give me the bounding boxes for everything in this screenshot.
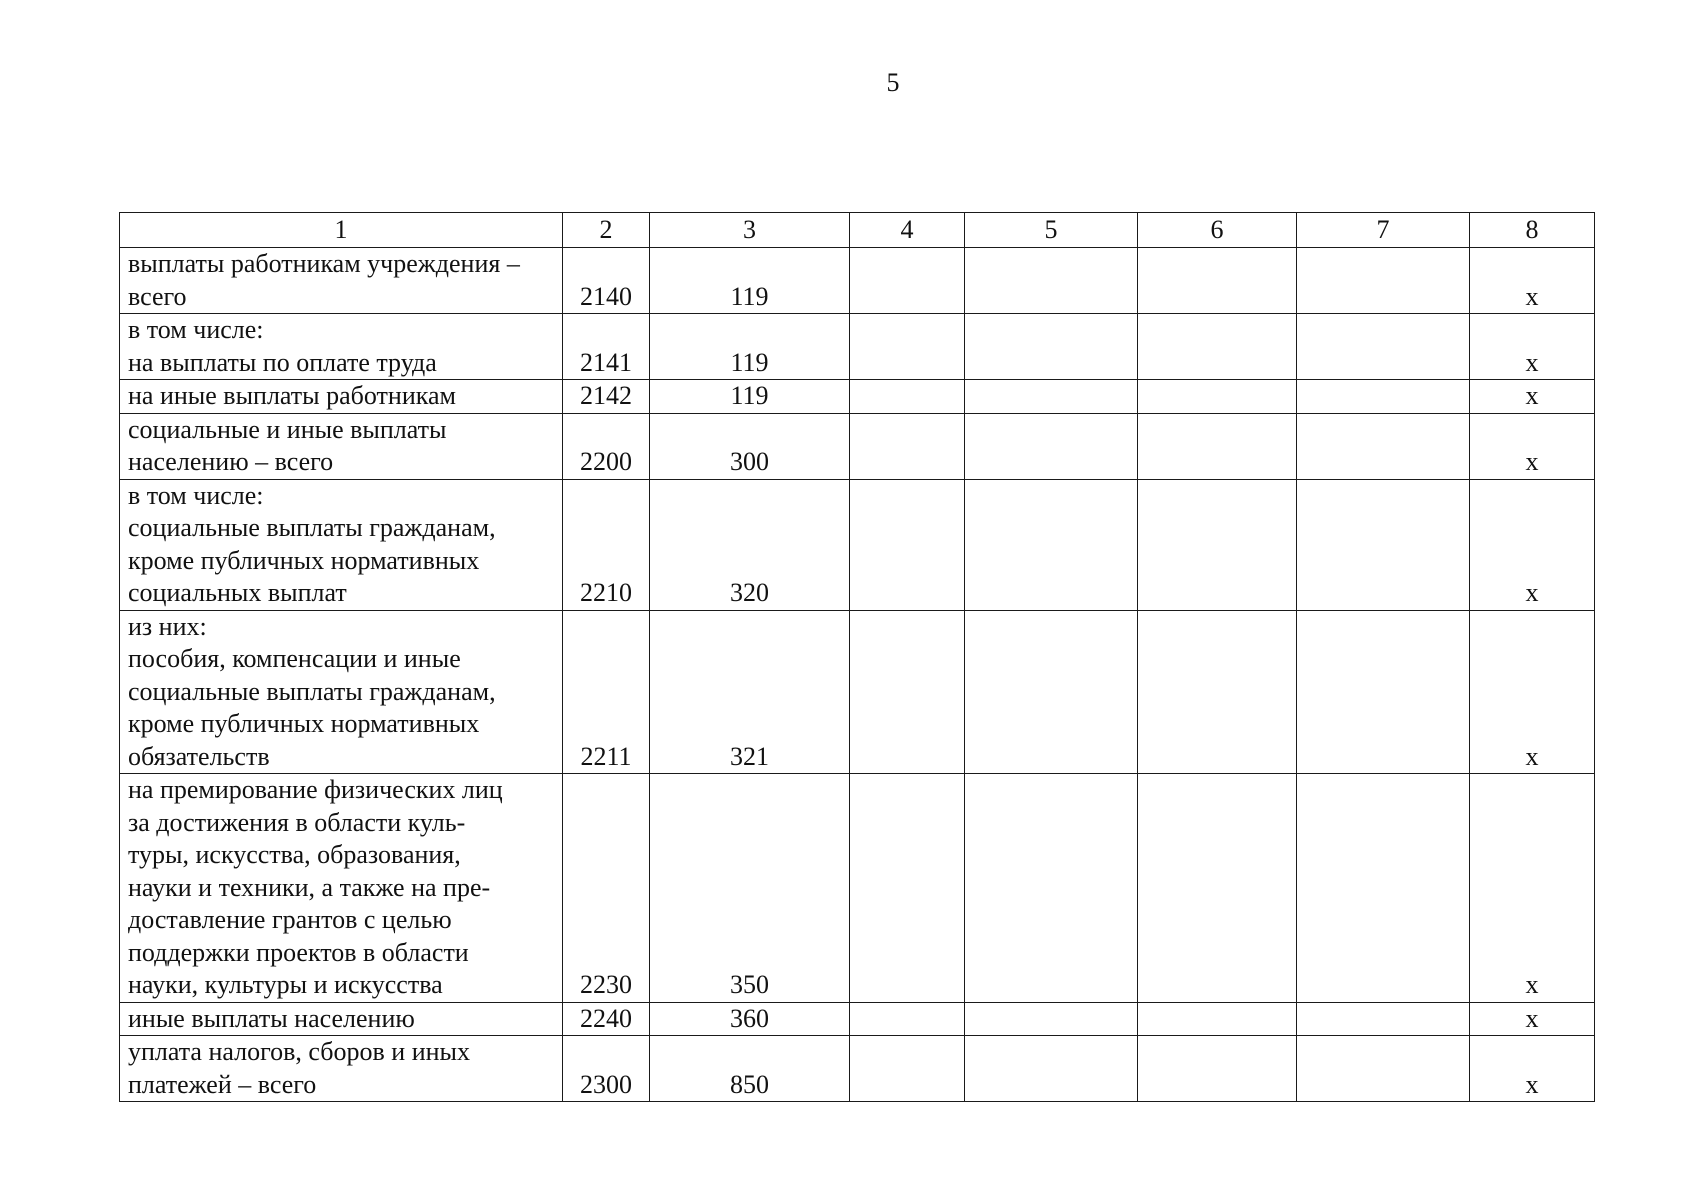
table-row <box>120 610 1595 774</box>
row-name-cell <box>120 610 563 774</box>
row-empty-cell-7 <box>1297 1002 1470 1036</box>
row-name-line: на иные выплаты работникам <box>128 381 456 410</box>
row-name-line: науки, культуры и искусства <box>128 970 443 999</box>
row-name-cell <box>120 314 563 380</box>
row-col8-cell: х <box>1470 1036 1595 1102</box>
row-empty-cell-7 <box>1297 479 1470 610</box>
row-empty-cell-6 <box>1138 413 1297 479</box>
row-empty-cell-7 <box>1297 314 1470 380</box>
row-empty-cell-7 <box>1297 380 1470 414</box>
row-name-cell <box>120 774 563 1003</box>
header-cell-4: 4 <box>850 213 965 248</box>
row-name-line: населению – всего <box>128 447 334 476</box>
row-col8-cell: х <box>1470 380 1595 414</box>
table-row <box>120 413 1595 479</box>
row-name-line: за достижения в области куль- <box>128 807 466 837</box>
row-empty-cell-5 <box>965 479 1138 610</box>
row-empty-cell-4 <box>850 610 965 774</box>
row-empty-cell-5 <box>965 248 1138 314</box>
row-empty-cell-4 <box>850 248 965 314</box>
row-col8-cell: х <box>1470 610 1595 774</box>
row-kbk-cell: 119 <box>650 380 850 414</box>
header-cell-1: 1 <box>120 213 563 248</box>
row-empty-cell-6 <box>1138 774 1297 1003</box>
row-empty-cell-6 <box>1138 479 1297 610</box>
row-code-cell: 2210 <box>563 479 650 610</box>
row-empty-cell-6 <box>1138 248 1297 314</box>
row-empty-cell-5 <box>965 413 1138 479</box>
table-header-row <box>120 213 1595 248</box>
row-empty-cell-5 <box>965 314 1138 380</box>
row-name-line: на премирование физических лиц <box>128 775 503 804</box>
row-name-line: поддержки проектов в области <box>128 937 469 967</box>
row-name-line: социальные выплаты гражданам, <box>128 676 496 706</box>
row-name-line: доставление грантов с целью <box>128 905 452 934</box>
row-name-line: в том числе: <box>128 480 264 510</box>
row-empty-cell-7 <box>1297 610 1470 774</box>
row-empty-cell-6 <box>1138 380 1297 414</box>
row-empty-cell-4 <box>850 380 965 414</box>
row-name-line: в том числе: <box>128 315 264 344</box>
row-empty-cell-6 <box>1138 1002 1297 1036</box>
row-empty-cell-6 <box>1138 1036 1297 1102</box>
header-cell-6: 6 <box>1138 213 1297 248</box>
table-row <box>120 774 1595 1003</box>
financial-table <box>119 212 1595 1102</box>
row-empty-cell-4 <box>850 314 965 380</box>
row-code-cell: 2142 <box>563 380 650 414</box>
row-name-line: туры, искусства, образования, <box>128 840 461 869</box>
row-kbk-cell: 350 <box>650 774 850 1003</box>
header-cell-3: 3 <box>650 213 850 248</box>
row-empty-cell-7 <box>1297 413 1470 479</box>
row-col8-cell: х <box>1470 248 1595 314</box>
row-name-line: выплаты работникам учреждения – <box>128 249 520 278</box>
row-name-line: социальные выплаты гражданам, <box>128 513 496 542</box>
row-name-line: всего <box>128 281 187 311</box>
table-row <box>120 479 1595 610</box>
row-col8-cell: х <box>1470 413 1595 479</box>
row-col8-cell: х <box>1470 314 1595 380</box>
row-name-line: кроме публичных нормативных <box>128 709 480 738</box>
row-col8-cell: х <box>1470 774 1595 1003</box>
row-empty-cell-5 <box>965 774 1138 1003</box>
row-name-line: обязательств <box>128 741 270 771</box>
row-code-cell: 2140 <box>563 248 650 314</box>
row-empty-cell-4 <box>850 479 965 610</box>
row-kbk-cell: 119 <box>650 248 850 314</box>
row-kbk-cell: 360 <box>650 1002 850 1036</box>
row-name-cell <box>120 1002 563 1036</box>
row-name-line: социальные и иные выплаты <box>128 414 447 444</box>
row-kbk-cell: 321 <box>650 610 850 774</box>
row-name-cell <box>120 479 563 610</box>
row-empty-cell-4 <box>850 1002 965 1036</box>
row-empty-cell-7 <box>1297 774 1470 1003</box>
row-kbk-cell: 320 <box>650 479 850 610</box>
row-code-cell: 2211 <box>563 610 650 774</box>
row-empty-cell-6 <box>1138 314 1297 380</box>
header-cell-2: 2 <box>563 213 650 248</box>
row-col8-cell: х <box>1470 479 1595 610</box>
row-name-line: платежей – всего <box>128 1069 317 1099</box>
row-kbk-cell: 300 <box>650 413 850 479</box>
row-empty-cell-5 <box>965 1002 1138 1036</box>
row-empty-cell-5 <box>965 1036 1138 1102</box>
row-kbk-cell: 850 <box>650 1036 850 1102</box>
row-empty-cell-6 <box>1138 610 1297 774</box>
row-name-line: науки и техники, а также на пре- <box>128 872 491 902</box>
row-name-line: кроме публичных нормативных <box>128 545 480 575</box>
header-cell-5: 5 <box>965 213 1138 248</box>
row-name-cell <box>120 1036 563 1102</box>
row-code-cell: 2240 <box>563 1002 650 1036</box>
table-row <box>120 314 1595 380</box>
row-name-line: уплата налогов, сборов и иных <box>128 1037 470 1066</box>
row-empty-cell-7 <box>1297 1036 1470 1102</box>
row-empty-cell-7 <box>1297 248 1470 314</box>
row-empty-cell-4 <box>850 1036 965 1102</box>
row-empty-cell-4 <box>850 774 965 1003</box>
table-row <box>120 1036 1595 1102</box>
row-name-cell <box>120 248 563 314</box>
row-empty-cell-5 <box>965 610 1138 774</box>
table-row <box>120 380 1595 414</box>
row-name-line: социальных выплат <box>128 578 347 607</box>
row-col8-cell: х <box>1470 1002 1595 1036</box>
row-code-cell: 2300 <box>563 1036 650 1102</box>
table-row <box>120 1002 1595 1036</box>
row-kbk-cell: 119 <box>650 314 850 380</box>
row-empty-cell-5 <box>965 380 1138 414</box>
row-name-cell <box>120 380 563 414</box>
row-name-cell <box>120 413 563 479</box>
row-empty-cell-4 <box>850 413 965 479</box>
row-code-cell: 2230 <box>563 774 650 1003</box>
row-name-line: из них: <box>128 611 207 641</box>
row-name-line: на выплаты по оплате труда <box>128 347 437 377</box>
row-name-line: пособия, компенсации и иные <box>128 644 461 673</box>
header-cell-8: 8 <box>1470 213 1595 248</box>
table-row <box>120 248 1595 314</box>
header-cell-7: 7 <box>1297 213 1470 248</box>
row-code-cell: 2200 <box>563 413 650 479</box>
row-code-cell: 2141 <box>563 314 650 380</box>
row-name-line: иные выплаты населению <box>128 1003 415 1033</box>
page-number: 5 <box>886 68 900 97</box>
